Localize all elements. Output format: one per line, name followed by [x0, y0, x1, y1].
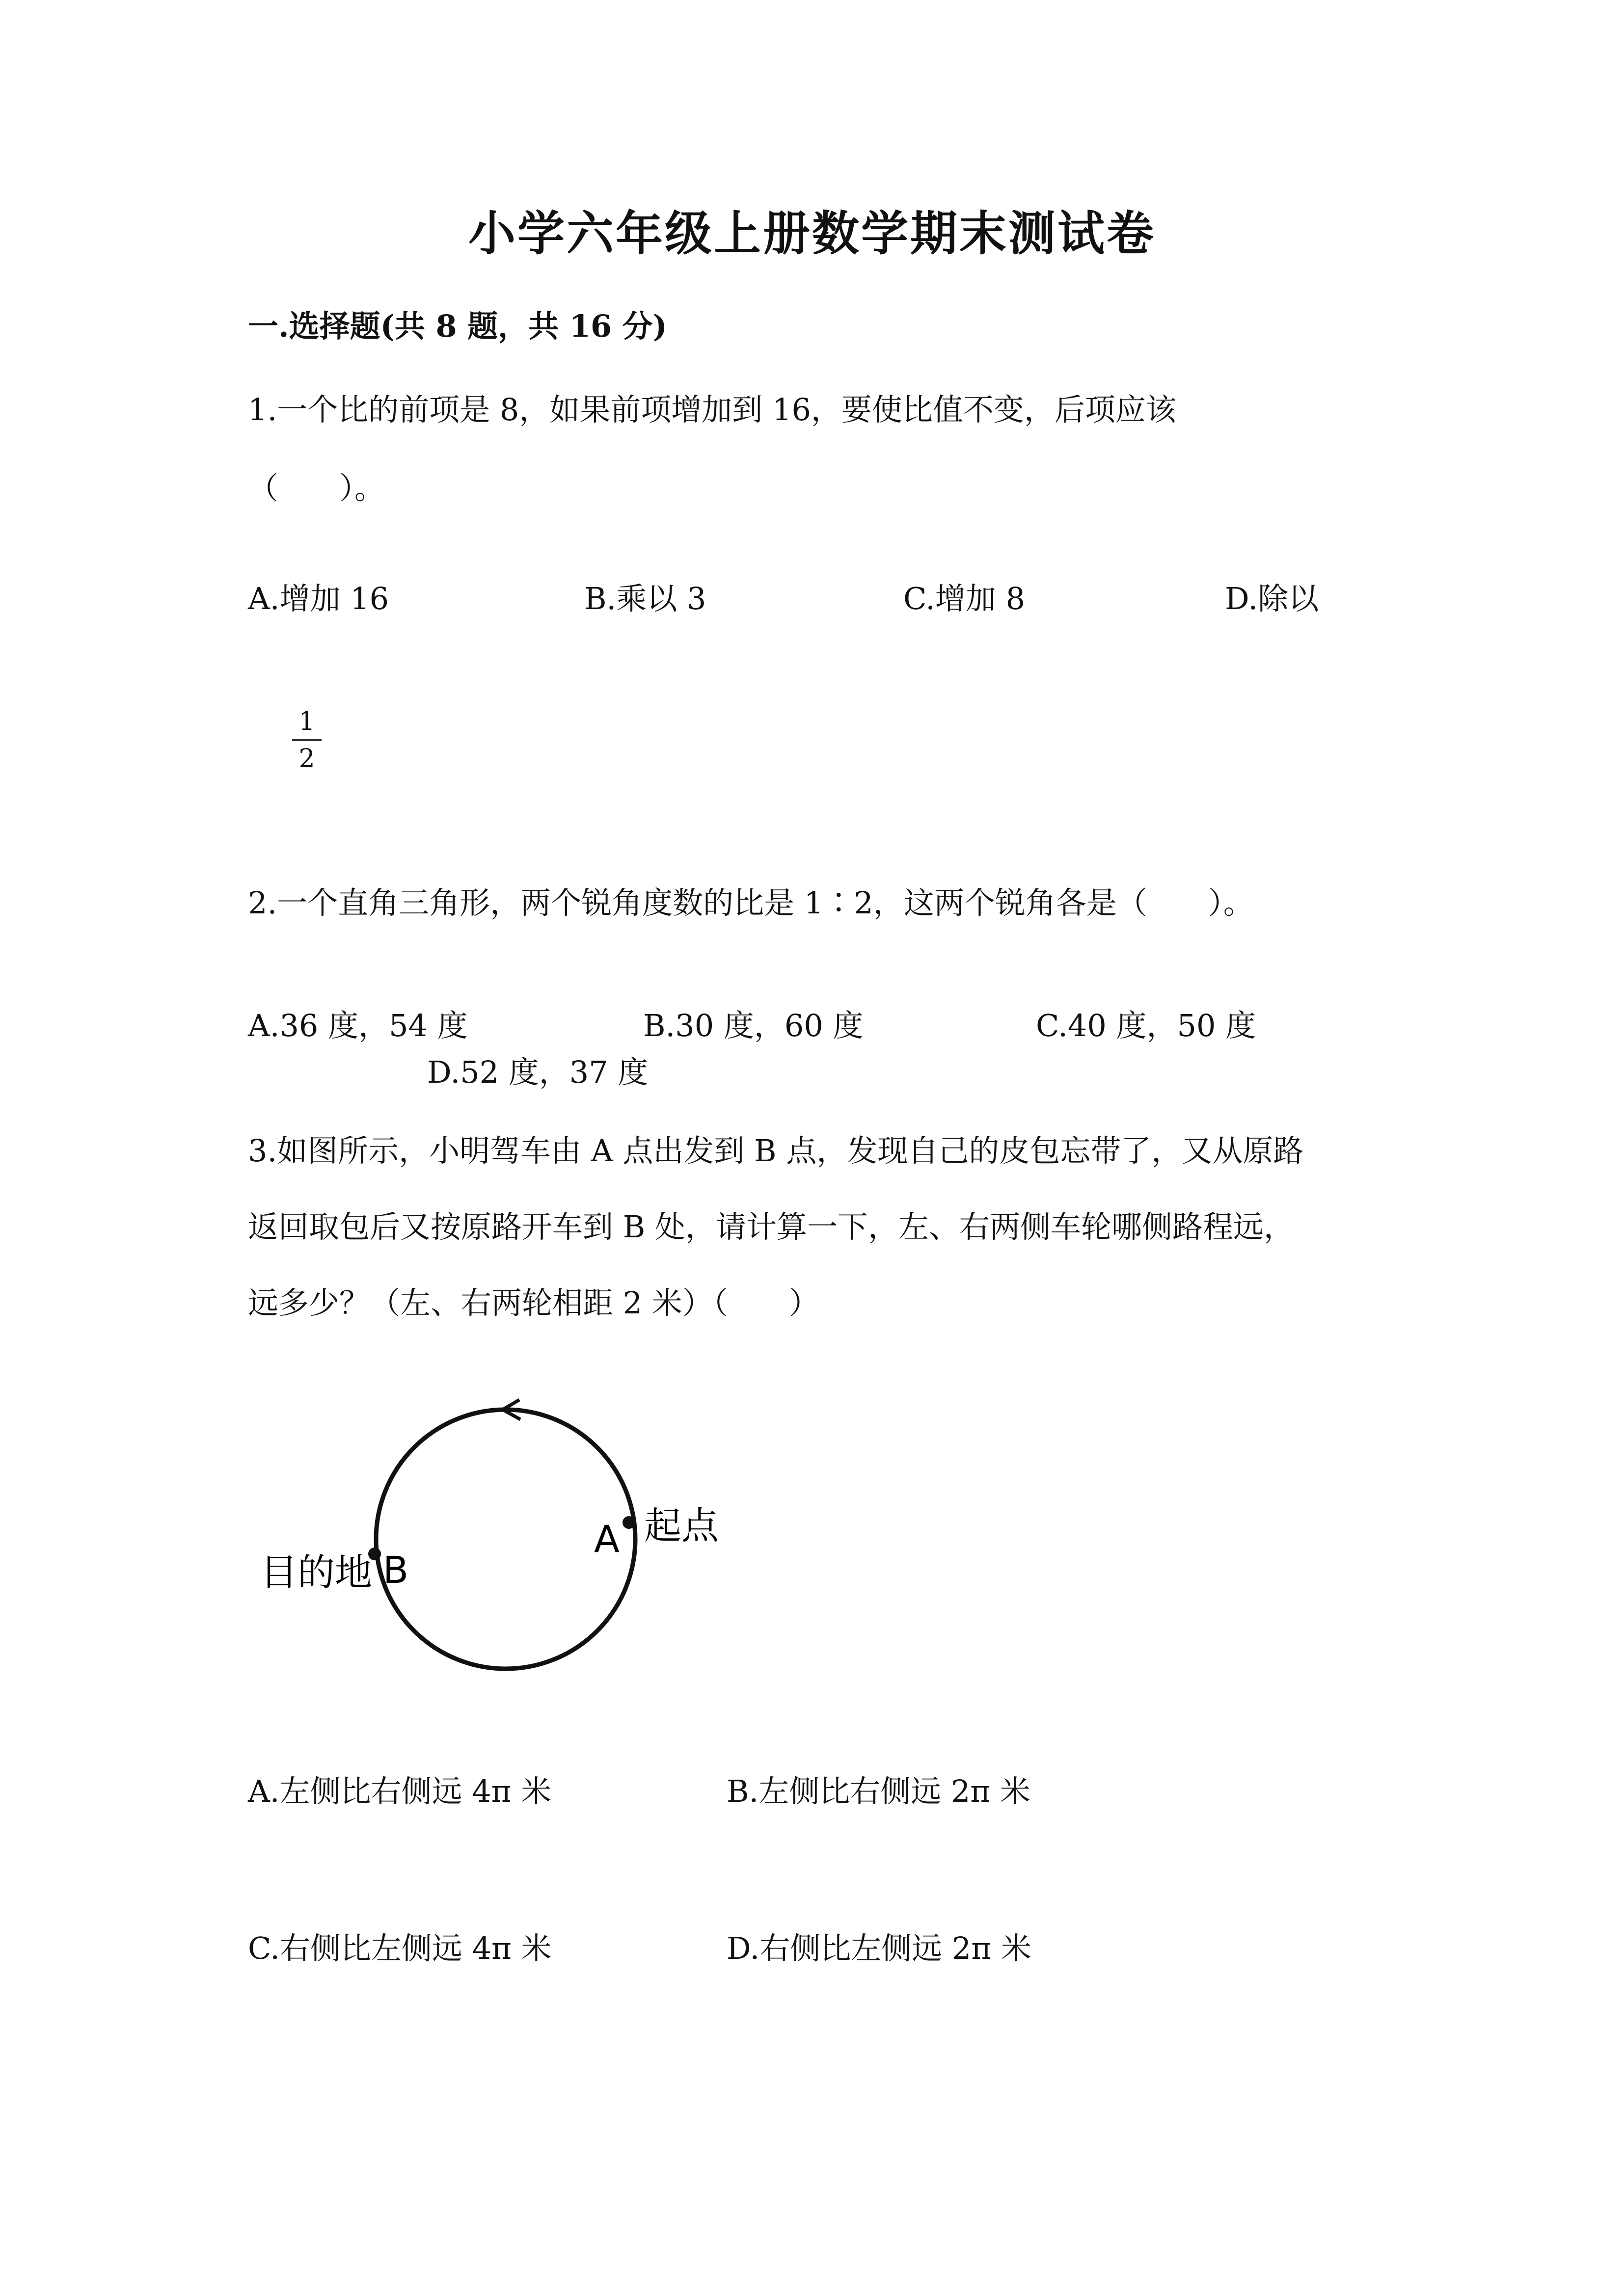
fraction-denominator: 2 [298, 744, 315, 774]
question-1-text-line1: 1.一个比的前项是 8，如果前项增加到 16，要使比值不变，后项应该 [248, 392, 1176, 427]
question-1-option-d-fraction [292, 707, 322, 774]
question-2-option-b: B.30 度，60 度 [643, 1008, 864, 1043]
fraction-bar [292, 739, 322, 741]
question-2-option-d: D.52 度，37 度 [427, 1054, 649, 1090]
point-a-label: A [594, 1517, 620, 1561]
question-2-option-c: C.40 度，50 度 [1036, 1008, 1256, 1043]
question-3-option-d: D.右侧比左侧远 2π 米 [727, 1930, 1031, 1966]
section-heading: 一.选择题(共 8 题，共 16 分) [248, 308, 668, 344]
question-2-option-a: A.36 度，54 度 [248, 1008, 468, 1043]
page-title: 小学六年级上册数学期末测试卷 [468, 206, 1156, 261]
question-3-text-line1: 3.如图所示，小明驾车由 A 点出发到 B 点，发现自己的皮包忘带了，又从原路 [248, 1133, 1304, 1169]
question-1-option-a: A.增加 16 [248, 581, 389, 616]
question-1-text-line2: （ ）。 [248, 470, 385, 506]
question-2-text: 2.一个直角三角形，两个锐角度数的比是 1∶2，这两个锐角各是（ ）。 [248, 885, 1254, 921]
circle-route-diagram [245, 1389, 746, 1683]
point-a-dot [623, 1516, 635, 1529]
question-1-option-c: C.增加 8 [903, 581, 1026, 616]
start-label: 起点 [644, 1504, 719, 1548]
question-3-text-line3: 远多少？（左、右两轮相距 2 米）（ ） [248, 1285, 819, 1321]
destination-label: 目的地 [260, 1550, 372, 1594]
question-3-option-c: C.右侧比左侧远 4π 米 [248, 1930, 552, 1966]
question-3-option-b: B.左侧比右侧远 2π 米 [727, 1773, 1030, 1809]
point-b-label: B [383, 1548, 409, 1592]
question-1-option-d: D.除以 [1225, 581, 1319, 616]
question-1-option-b: B.乘以 3 [584, 581, 706, 616]
fraction-numerator: 1 [298, 707, 315, 736]
question-3-option-a: A.左侧比右侧远 4π 米 [248, 1773, 552, 1809]
question-3-text-line2: 返回取包后又按原路开车到 B 处，请计算一下，左、右两侧车轮哪侧路程远， [248, 1209, 1294, 1245]
